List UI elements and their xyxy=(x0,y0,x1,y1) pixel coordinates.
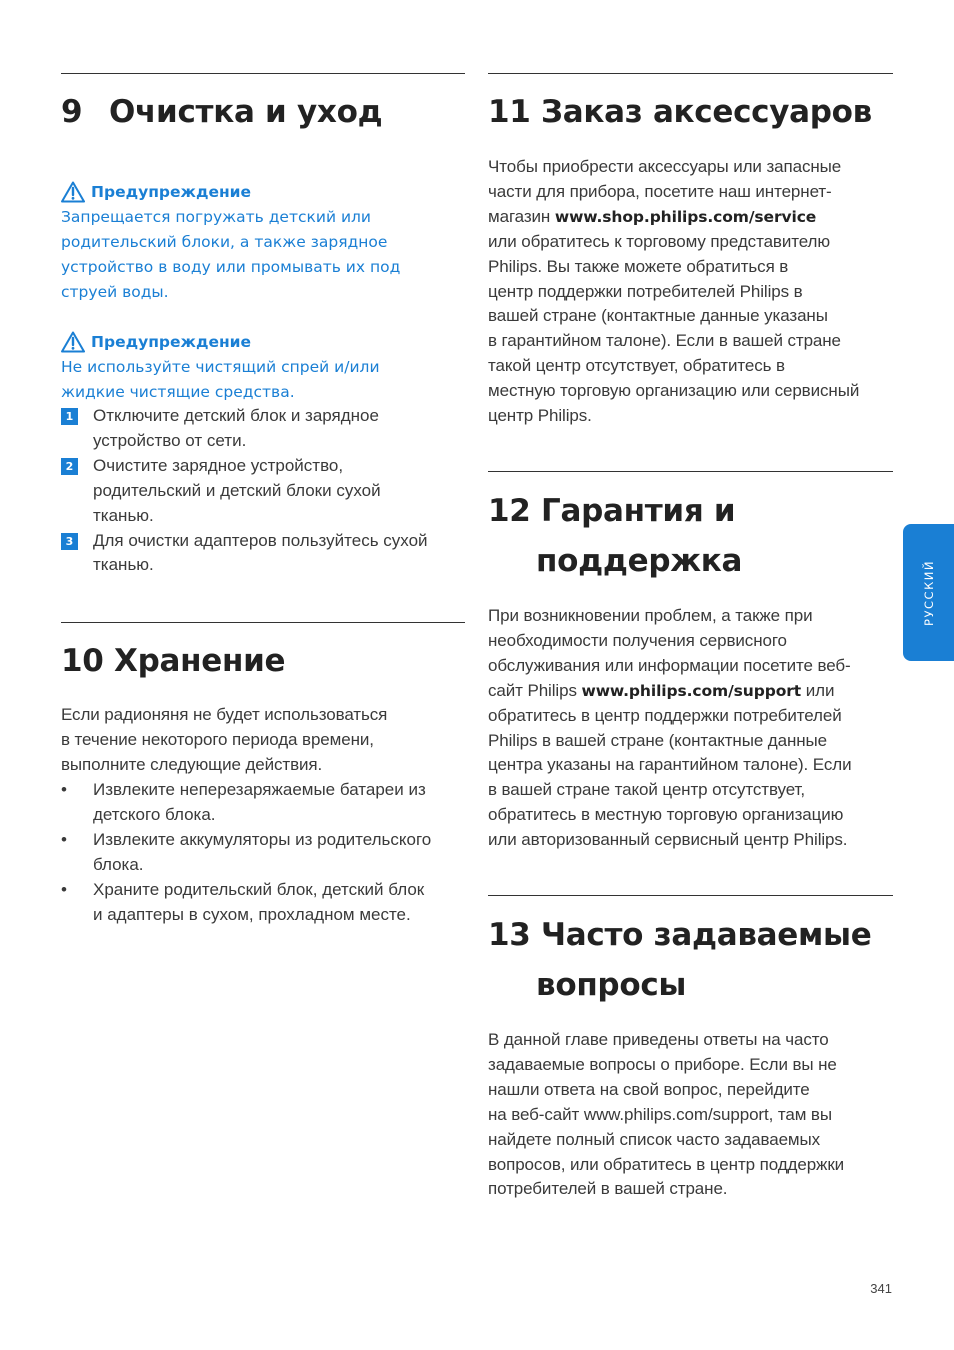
warning-text-line: жидкие чистящие средства. xyxy=(61,382,295,401)
section-divider xyxy=(61,73,465,74)
section-11-text: Чтобы приобрести аксессуары или запасные части для прибора, посетите наш интернет- магазин www.shop.philips.com/service или обратитесь к торговому представителю Philips. Вы также можете обратиться в центр поддержки потребителей Philips в вашей стране (контактные данные указаны в гарантийном талоне). Если в вашей стране такой центр отсутствует, обратитесь в местную торговую организацию или сервисный центр Philips. xyxy=(488,157,860,426)
step-item: 3 Для очистки адаптеров пользуйтесь сухой тканью. xyxy=(61,529,465,579)
bullet-icon: • xyxy=(61,879,67,899)
language-side-tab xyxy=(903,524,954,661)
warning-triangle-icon xyxy=(61,331,85,353)
section-divider xyxy=(61,622,465,623)
list-item: • Храните родительский блок, детский блок и адаптеры в сухом, прохладном месте. xyxy=(61,879,425,924)
right-column xyxy=(488,0,893,1350)
shop-link[interactable]: www.shop.philips.com/service xyxy=(554,207,817,226)
bullet-icon: • xyxy=(61,780,67,799)
section-divider xyxy=(488,471,893,472)
warning-title: Предупреждение xyxy=(91,183,252,201)
bullet-icon: • xyxy=(61,829,67,849)
storage-bullet-list xyxy=(61,778,465,927)
support-link[interactable]: www.philips.com/support xyxy=(581,681,802,700)
list-item: • Извлеките неперезаряжаемые батареи из детского блока. xyxy=(61,780,426,824)
section-12-heading: 12 Гарантия и поддержка xyxy=(488,493,743,579)
warning-block-2 xyxy=(61,330,465,405)
warning-text-line: родительский блоки, а также зарядное xyxy=(61,232,388,251)
section-10-intro: Если радионяня не будет использоваться в течение некоторого периода времени, выполните следующие действия. xyxy=(61,705,388,774)
warning-text-line: устройство в воду или промывать их под xyxy=(61,257,401,276)
section-divider xyxy=(488,895,893,896)
warning-title: Предупреждение xyxy=(91,333,252,351)
section-9-heading: 9 Очистка и уход xyxy=(61,94,383,130)
section-10-heading: 10 Хранение xyxy=(61,643,286,679)
list-item: • Извлеките аккумуляторы из родительского блока. xyxy=(61,829,432,874)
warning-text-line: Запрещается погружать детский или xyxy=(61,207,371,226)
language-label: РУССКИЙ xyxy=(921,559,936,626)
left-column xyxy=(61,0,465,1350)
page-number: 341 xyxy=(870,1281,892,1296)
warning-block-1 xyxy=(61,180,465,305)
section-divider xyxy=(488,73,893,74)
section-13-text: В данной главе приведены ответы на часто задаваемые вопросы о приборе. Если вы не нашли ответа на свой вопрос, перейдите на веб-сайт www.philips.com/support, там вы найдете полный список часто задаваемых вопросов, или обратитесь в центр поддержки потребителей в вашей стране. xyxy=(488,1030,845,1199)
step-item: 1 Отключите детский блок и зарядное устройство от сети. xyxy=(61,404,465,454)
step-item: 2 Очистите зарядное устройство, родительский и детский блоки сухой тканью. xyxy=(61,454,465,529)
section-11-heading: 11 Заказ аксессуаров xyxy=(488,94,872,130)
warning-triangle-icon xyxy=(61,181,85,203)
step-number-badge: 2 xyxy=(61,458,78,475)
step-number-badge: 3 xyxy=(61,533,78,550)
section-12-text: При возникновении проблем, а также при необходимости получения сервисного обслуживания или информации посетите веб- сайт Philips www.philips.com/support или обратитесь в центр поддержки потребителей Philips в вашей стране (контактные данные центра указаны на гарантийном талоне). Если в вашей стране такой центр отсутствует, обратитесь в местную торговую организацию или авторизованный сервисный центр Philips. xyxy=(488,606,852,850)
step-number-badge: 1 xyxy=(61,408,78,425)
section-13-heading: 13 Часто задаваемые вопросы xyxy=(488,917,872,1003)
cleaning-steps-list xyxy=(61,404,465,578)
warning-text-line: струей воды. xyxy=(61,282,169,301)
warning-text-line: Не используйте чистящий спрей и/или xyxy=(61,357,380,376)
